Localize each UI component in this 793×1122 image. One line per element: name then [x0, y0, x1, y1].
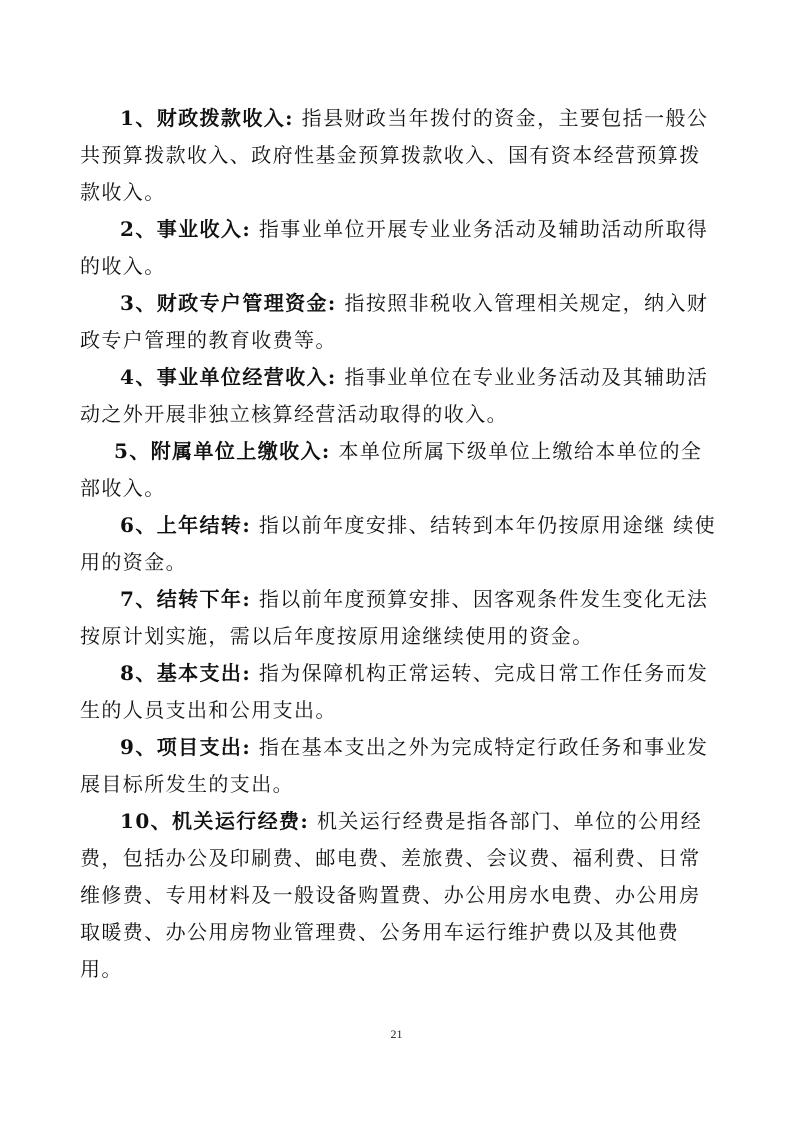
- term-label: 8、基本支出:: [120, 661, 252, 685]
- definition-text: 指事业单位在专业业务活动及其辅助活动之外开展非独立核算经营活动取得的收入。: [80, 365, 709, 426]
- paragraph-1: [80, 100, 720, 211]
- paragraph-10: [80, 803, 720, 988]
- term-label: 10、机关运行经费:: [120, 809, 310, 833]
- paragraph-7: [80, 581, 720, 655]
- definition-text: 指按照非税收入管理相关规定，纳入财政专户管理的教育收费等。: [80, 291, 709, 352]
- term-label: 3、财政专户管理资金:: [120, 291, 337, 315]
- term-label: 4、事业单位经营收入:: [120, 365, 337, 389]
- definition-text: 指县财政当年拨付的资金，主要包括一般公共预算拨款收入、政府性基金预算拨款收入、国有资本经营预算拨款收入。: [80, 106, 709, 204]
- term-label: 2、事业收入:: [120, 217, 252, 241]
- paragraph-2: [80, 211, 720, 285]
- page-number: 21: [390, 1027, 403, 1041]
- term-label: 6、上年结转:: [120, 513, 252, 537]
- paragraph-8: [80, 655, 720, 729]
- term-label: 7、结转下年:: [120, 587, 252, 611]
- paragraph-3: [80, 285, 720, 359]
- paragraph-5: [80, 433, 720, 507]
- definition-text: 指在基本支出之外为完成特定行政任务和事业发展目标所发生的支出。: [80, 735, 709, 796]
- paragraph-4: [80, 359, 720, 433]
- term-label: 9、项目支出:: [120, 735, 252, 759]
- paragraph-9: [80, 729, 720, 803]
- definition-text: 指以前年度安排、结转到本年仍按原用途继 续使用的资金。: [80, 513, 717, 574]
- paragraph-6: [80, 507, 720, 581]
- definition-text: 指以前年度预算安排、因客观条件发生变化无法按原计划实施，需以后年度按原用途继续使用的资金。: [80, 587, 709, 648]
- definition-text: 指事业单位开展专业业务活动及辅助活动所取得的收入。: [80, 217, 709, 278]
- term-label: 1、财政拨款收入:: [120, 106, 294, 130]
- term-label: 5、附属单位上缴收入:: [114, 439, 331, 463]
- definition-text: 机关运行经费是指各部门、单位的公用经费，包括办公及印刷费、邮电费、差旅费、会议费、福利费、日常维修费、专用材料及一般设备购置费、办公用房水电费、办公用房取暖费、办公用房物业管理费、公务用车运行维护费以及其他费用。: [80, 809, 703, 981]
- definition-text: 本单位所属下级单位上缴给本单位的全部收入。: [80, 439, 703, 500]
- definition-text: 指为保障机构正常运转、完成日常工作任务而发生的人员支出和公用支出。: [80, 661, 709, 722]
